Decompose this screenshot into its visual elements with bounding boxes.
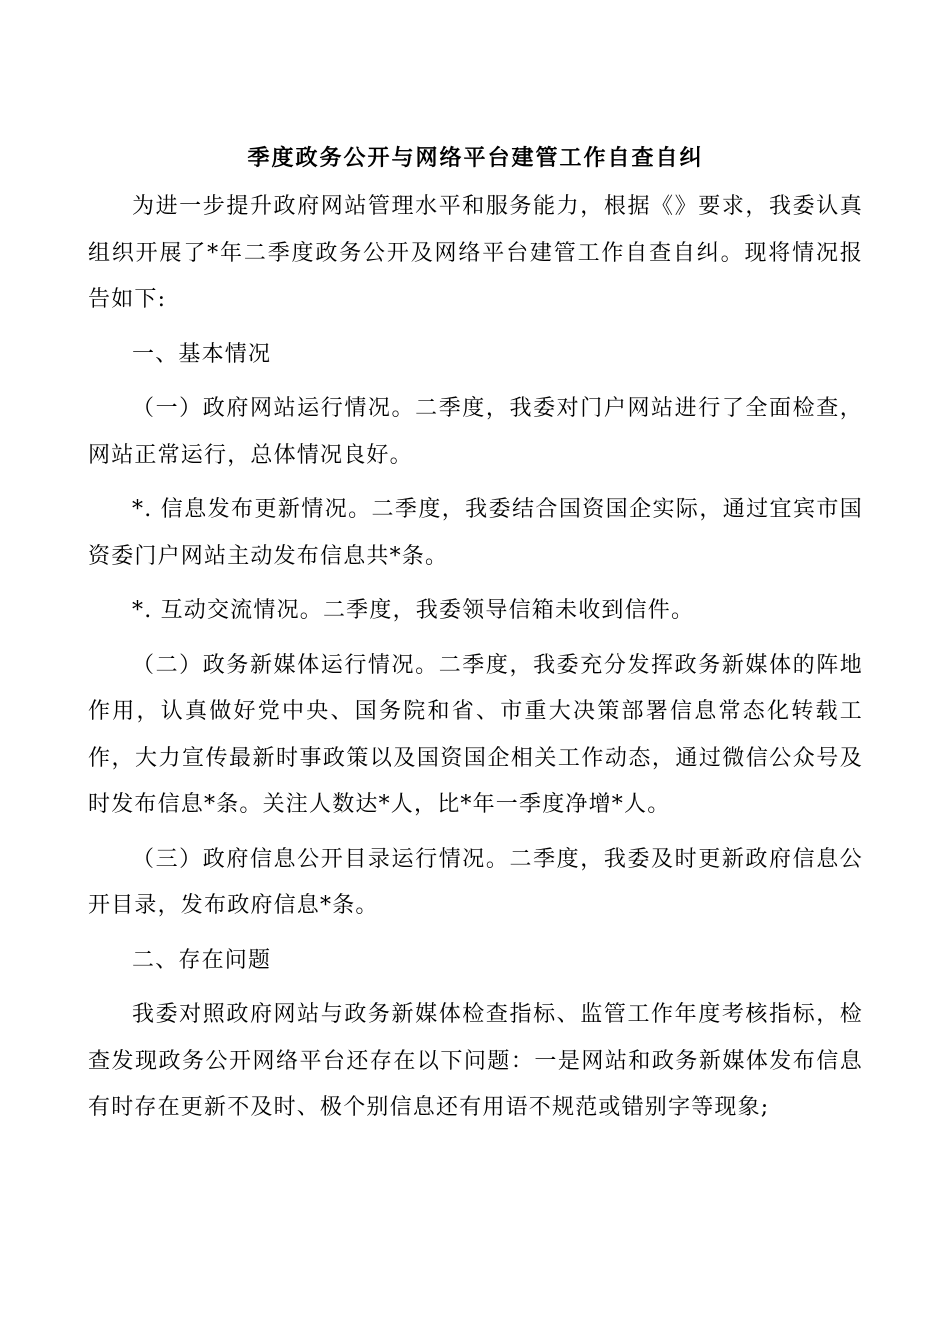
paragraph-website-operation: （一）政府网站运行情况。二季度，我委对门户网站进行了全面检查，网站正常运行，总体情况良好。 xyxy=(88,396,863,468)
paragraph-new-media: （二）政务新媒体运行情况。二季度，我委充分发挥政务新媒体的阵地作用，认真做好党中央、国务院和省、市重大决策部署信息常态化转载工作，大力宣传最新时事政策以及国资国企相关工作动态，通过微信公众号及时发布信息*条。关注人数达*人，比*年一季度净增*人。 xyxy=(88,652,863,817)
paragraph-problems: 我委对照政府网站与政务新媒体检查指标、监管工作年度考核指标，检查发现政务公开网络平台还存在以下问题：一是网站和政务新媒体发布信息有时存在更新不及时、极个别信息还有用语不规范或错别字等现象; xyxy=(88,1002,863,1120)
section-heading-basic: 一、基本情况 xyxy=(132,341,272,367)
paragraph-disclosure-catalog: （三）政府信息公开目录运行情况。二季度，我委及时更新政府信息公开目录，发布政府信息*条。 xyxy=(88,846,863,918)
section-heading-problems: 二、存在问题 xyxy=(132,947,272,973)
document-title: 季度政务公开与网络平台建管工作自查自纠 xyxy=(247,145,704,171)
document-page xyxy=(88,138,863,1140)
intro-paragraph: 为进一步提升政府网站管理水平和服务能力，根据《》要求，我委认真组织开展了*年二季度政务公开及网络平台建管工作自查自纠。现将情况报告如下: xyxy=(88,194,863,312)
paragraph-info-release: *. 信息发布更新情况。二季度，我委结合国资国企实际，通过宜宾市国资委门户网站主动发布信息共*条。 xyxy=(88,497,863,569)
paragraph-interaction: *. 互动交流情况。二季度，我委领导信箱未收到信件。 xyxy=(132,598,695,623)
